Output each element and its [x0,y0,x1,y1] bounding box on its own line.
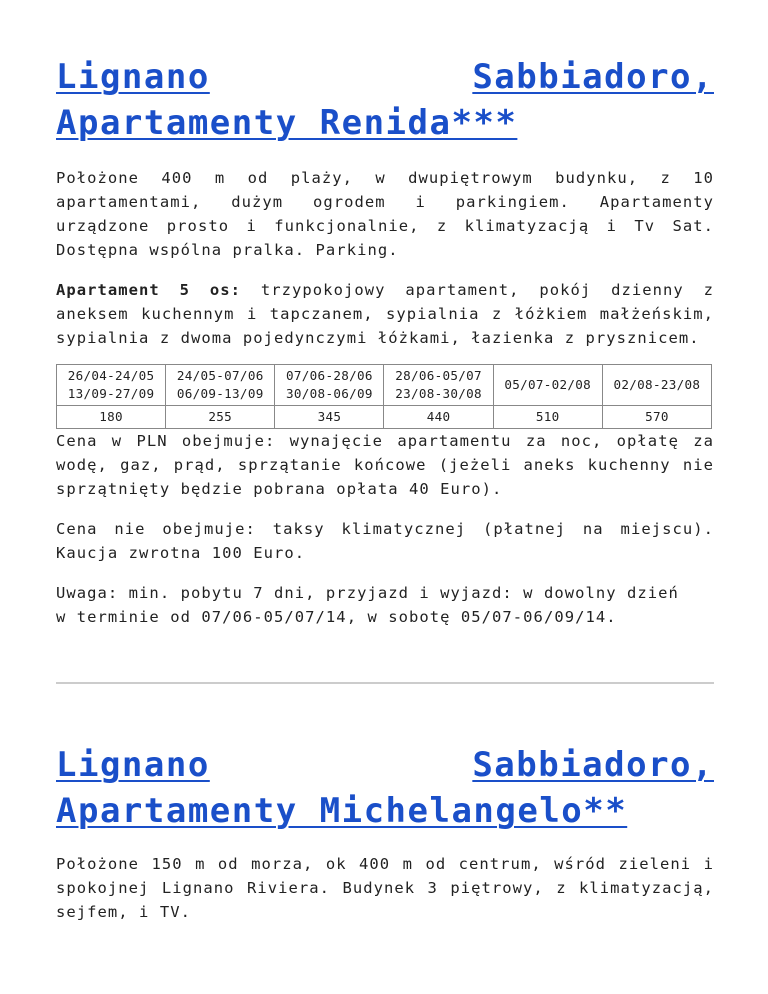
section-renida [56,54,714,629]
section-title-renida [56,54,714,146]
title-link-renida[interactable]: Lignano Sabbiadoro, Apartamenty Renida*** [56,57,714,143]
price-cell: 440 [384,406,493,429]
section-michelangelo [56,742,714,924]
period-cell: 26/04-24/05 13/09-27/09 [57,365,166,406]
title-link-michelangelo[interactable]: Lignano Sabbiadoro, Apartamenty Michelangelo** [56,745,714,831]
price-cell: 570 [602,406,711,429]
price-cell: 510 [493,406,602,429]
section-divider [56,682,714,684]
price-table [56,364,712,429]
price-cell: 345 [275,406,384,429]
apartment-label: Apartament 5 os: [56,281,242,299]
price-cell: 255 [166,406,275,429]
apartment-description: Apartament 5 os: trzypokojowy apartament, pokój dzienny z aneksem kuchennym i tapczanem, sypialnia z łóżkiem małżeńskim, sypialnia z dwoma pojedynczymi łóżkami, łazienka z prysznicem. [56,281,715,347]
remark: Uwaga: min. pobytu 7 dni, przyjazd i wyjazd: w dowolny dzień w terminie od 07/06-05/07/14, w sobotę 05/07-06/09/14. [56,584,679,626]
price-excludes: Cena nie obejmuje: taksy klimatycznej (płatnej na miejscu). Kaucja zwrotna 100 Euro. [56,520,714,562]
section-title-michelangelo [56,742,714,834]
period-cell: 05/07-02/08 [493,365,602,406]
period-cell: 07/06-28/06 30/08-06/09 [275,365,384,406]
intro-paragraph-michelangelo: Położone 150 m od morza, ok 400 m od centrum, wśród zieleni i spokojnej Lignano Riviera. Budynek 3 piętrowy, z klimatyzacją, sejfem, i TV. [56,855,714,921]
period-cell: 28/06-05/07 23/08-30/08 [384,365,493,406]
intro-paragraph: Położone 400 m od plaży, w dwupiętrowym budynku, z 10 apartamentami, dużym ogrodem i parkingiem. Apartamenty urządzone prosto i funkcjonalnie, z klimatyzacją i Tv Sat. Dostępna wspólna pralka. Parking. [56,169,714,259]
price-row [57,406,712,429]
period-cell: 24/05-07/06 06/09-13/09 [166,365,275,406]
period-row [57,365,712,406]
period-cell: 02/08-23/08 [602,365,711,406]
price-includes: Cena w PLN obejmuje: wynajęcie apartamentu za noc, opłatę za wodę, gaz, prąd, sprzątanie końcowe (jeżeli aneks kuchenny nie sprzątnięty będzie pobrana opłata 40 Euro). [56,432,715,498]
price-cell: 180 [57,406,166,429]
